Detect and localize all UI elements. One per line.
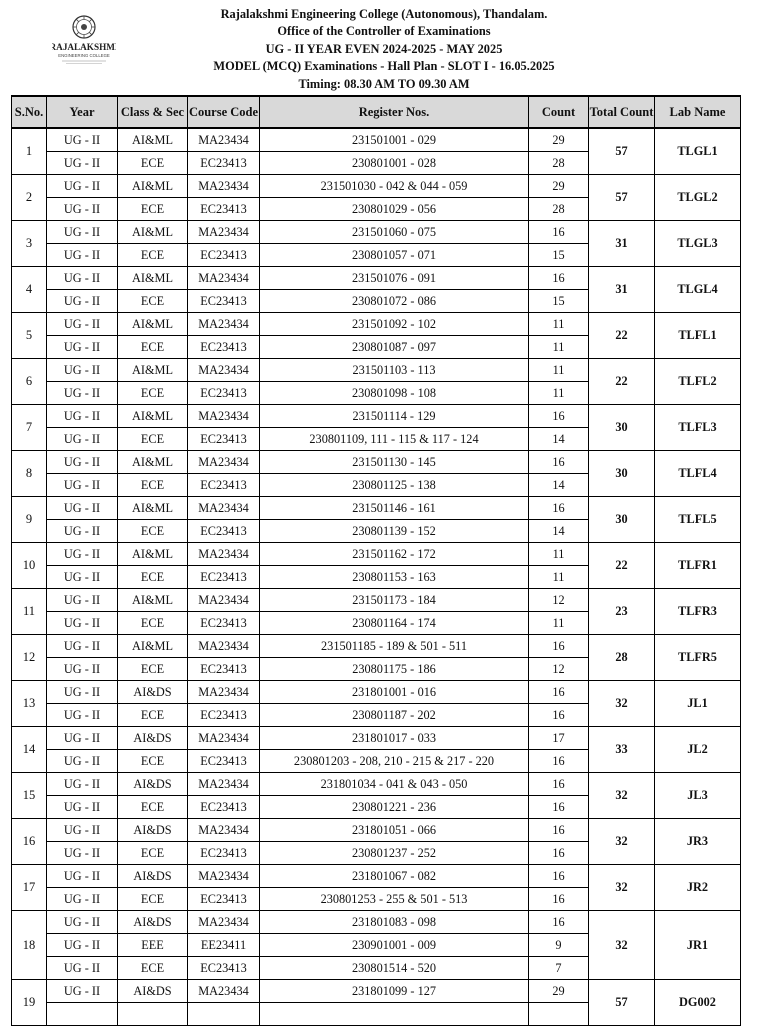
serial-number-cell: 4 — [12, 267, 47, 313]
count-cell: 29 — [529, 980, 589, 1003]
course-code-cell: MA23434 — [188, 635, 260, 658]
table-row — [12, 980, 741, 1003]
course-code-cell: EC23413 — [188, 244, 260, 267]
class-section-cell: AI&DS — [118, 980, 188, 1003]
year-cell — [47, 1003, 118, 1026]
col-header-year: Year — [47, 96, 118, 128]
table-row — [12, 405, 741, 428]
class-section-cell: AI&ML — [118, 221, 188, 244]
lab-name-cell: TLFL3 — [655, 405, 741, 451]
year-cell: UG - II — [47, 520, 118, 543]
lab-name-cell: JL3 — [655, 773, 741, 819]
class-section-cell: AI&DS — [118, 727, 188, 750]
register-nos-cell: 231501076 - 091 — [260, 267, 529, 290]
total-count-cell: 22 — [589, 313, 655, 359]
class-section-cell: ECE — [118, 520, 188, 543]
table-row — [12, 911, 741, 934]
year-cell: UG - II — [47, 773, 118, 796]
course-code-cell: MA23434 — [188, 128, 260, 152]
logo-subtitle-text: ENGINEERING COLLEGE — [58, 53, 110, 58]
count-cell: 9 — [529, 934, 589, 957]
table-header — [12, 96, 741, 128]
serial-number-cell: 16 — [12, 819, 47, 865]
year-cell: UG - II — [47, 957, 118, 980]
class-section-cell: AI&DS — [118, 911, 188, 934]
register-nos-cell: 230801109, 111 - 115 & 117 - 124 — [260, 428, 529, 451]
count-cell: 16 — [529, 635, 589, 658]
col-header-register-nos: Register Nos. — [260, 96, 529, 128]
year-cell: UG - II — [47, 497, 118, 520]
register-nos-cell: 230901001 - 009 — [260, 934, 529, 957]
course-code-cell — [188, 1003, 260, 1026]
lab-name-cell: JR2 — [655, 865, 741, 911]
col-header-course-code: Course Code — [188, 96, 260, 128]
register-nos-cell: 231801001 - 016 — [260, 681, 529, 704]
course-code-cell: EC23413 — [188, 566, 260, 589]
class-section-cell: ECE — [118, 957, 188, 980]
register-nos-cell: 231501030 - 042 & 044 - 059 — [260, 175, 529, 198]
course-code-cell: EC23413 — [188, 612, 260, 635]
class-section-cell: AI&DS — [118, 819, 188, 842]
class-section-cell: AI&ML — [118, 589, 188, 612]
header-row — [12, 96, 741, 128]
serial-number-cell: 12 — [12, 635, 47, 681]
course-code-cell: EC23413 — [188, 290, 260, 313]
office-name: Office of the Controller of Examinations — [277, 24, 491, 39]
table-row — [12, 635, 741, 658]
year-cell: UG - II — [47, 911, 118, 934]
col-header-count: Count — [529, 96, 589, 128]
class-section-cell: AI&DS — [118, 773, 188, 796]
class-section-cell: AI&ML — [118, 451, 188, 474]
register-nos-cell: 231501001 - 029 — [260, 128, 529, 152]
course-code-cell: MA23434 — [188, 451, 260, 474]
course-code-cell: MA23434 — [188, 497, 260, 520]
count-cell: 14 — [529, 474, 589, 497]
count-cell: 16 — [529, 865, 589, 888]
register-nos-cell: 230801001 - 028 — [260, 152, 529, 175]
class-section-cell: ECE — [118, 750, 188, 773]
register-nos-cell: 230801221 - 236 — [260, 796, 529, 819]
count-cell: 16 — [529, 451, 589, 474]
course-code-cell: EC23413 — [188, 704, 260, 727]
year-cell: UG - II — [47, 934, 118, 957]
year-cell: UG - II — [47, 198, 118, 221]
register-nos-cell: 231801034 - 041 & 043 - 050 — [260, 773, 529, 796]
register-nos-cell: 230801098 - 108 — [260, 382, 529, 405]
course-code-cell: MA23434 — [188, 221, 260, 244]
course-code-cell: EC23413 — [188, 198, 260, 221]
year-cell: UG - II — [47, 612, 118, 635]
count-cell: 12 — [529, 589, 589, 612]
year-cell: UG - II — [47, 428, 118, 451]
table-row — [12, 497, 741, 520]
course-code-cell: EC23413 — [188, 428, 260, 451]
table-row — [12, 221, 741, 244]
col-header-total-count: Total Count — [589, 96, 655, 128]
count-cell: 15 — [529, 244, 589, 267]
class-section-cell: ECE — [118, 152, 188, 175]
year-cell: UG - II — [47, 267, 118, 290]
register-nos-cell: 231501060 - 075 — [260, 221, 529, 244]
count-cell: 7 — [529, 957, 589, 980]
course-code-cell: MA23434 — [188, 589, 260, 612]
course-code-cell: EC23413 — [188, 336, 260, 359]
lab-name-cell: TLFL2 — [655, 359, 741, 405]
class-section-cell: ECE — [118, 336, 188, 359]
year-cell: UG - II — [47, 888, 118, 911]
class-section-cell: ECE — [118, 566, 188, 589]
count-cell: 11 — [529, 359, 589, 382]
register-nos-cell: 231501103 - 113 — [260, 359, 529, 382]
table-body — [12, 128, 741, 1026]
register-nos-cell: 230801087 - 097 — [260, 336, 529, 359]
count-cell: 17 — [529, 727, 589, 750]
course-code-cell: MA23434 — [188, 980, 260, 1003]
class-section-cell: ECE — [118, 796, 188, 819]
lab-name-cell: TLFL1 — [655, 313, 741, 359]
class-section-cell: ECE — [118, 888, 188, 911]
year-cell: UG - II — [47, 819, 118, 842]
lab-name-cell: TLFR3 — [655, 589, 741, 635]
class-section-cell: AI&ML — [118, 635, 188, 658]
class-section-cell: ECE — [118, 198, 188, 221]
count-cell: 28 — [529, 152, 589, 175]
course-code-cell: EC23413 — [188, 382, 260, 405]
lab-name-cell: TLFR5 — [655, 635, 741, 681]
count-cell: 16 — [529, 681, 589, 704]
course-code-cell: MA23434 — [188, 313, 260, 336]
total-count-cell: 32 — [589, 819, 655, 865]
course-code-cell: MA23434 — [188, 543, 260, 566]
count-cell: 16 — [529, 497, 589, 520]
lab-name-cell: JL1 — [655, 681, 741, 727]
lab-name-cell: TLFL4 — [655, 451, 741, 497]
register-nos-cell: 230801253 - 255 & 501 - 513 — [260, 888, 529, 911]
lab-name-cell: JL2 — [655, 727, 741, 773]
table-row — [12, 313, 741, 336]
exam-title: MODEL (MCQ) Examinations - Hall Plan - SLOT I - 16.05.2025 — [213, 59, 555, 74]
year-cell: UG - II — [47, 658, 118, 681]
course-code-cell: MA23434 — [188, 405, 260, 428]
register-nos-cell: 230801237 - 252 — [260, 842, 529, 865]
register-nos-cell: 231501092 - 102 — [260, 313, 529, 336]
count-cell: 11 — [529, 543, 589, 566]
hall-plan-table — [11, 95, 741, 1026]
total-count-cell: 22 — [589, 359, 655, 405]
count-cell: 28 — [529, 198, 589, 221]
total-count-cell: 30 — [589, 497, 655, 543]
count-cell: 16 — [529, 221, 589, 244]
year-cell: UG - II — [47, 128, 118, 152]
table-row — [12, 451, 741, 474]
count-cell: 16 — [529, 267, 589, 290]
total-count-cell: 22 — [589, 543, 655, 589]
course-code-cell: MA23434 — [188, 175, 260, 198]
class-section-cell: ECE — [118, 428, 188, 451]
lab-name-cell: TLFL5 — [655, 497, 741, 543]
table-row — [12, 681, 741, 704]
college-name: Rajalakshmi Engineering College (Autonomous), Thandalam. — [220, 7, 548, 21]
lab-name-cell: TLGL3 — [655, 221, 741, 267]
year-cell: UG - II — [47, 175, 118, 198]
table-row — [12, 267, 741, 290]
register-nos-cell: 231801083 - 098 — [260, 911, 529, 934]
course-code-cell: EC23413 — [188, 152, 260, 175]
total-count-cell: 33 — [589, 727, 655, 773]
serial-number-cell: 10 — [12, 543, 47, 589]
col-header-lab-name: Lab Name — [655, 96, 741, 128]
serial-number-cell: 3 — [12, 221, 47, 267]
year-cell: UG - II — [47, 635, 118, 658]
year-cell: UG - II — [47, 451, 118, 474]
serial-number-cell: 6 — [12, 359, 47, 405]
year-cell: UG - II — [47, 244, 118, 267]
total-count-cell: 32 — [589, 773, 655, 819]
class-section-cell: ECE — [118, 244, 188, 267]
class-section-cell: ECE — [118, 842, 188, 865]
year-cell: UG - II — [47, 336, 118, 359]
count-cell: 16 — [529, 911, 589, 934]
register-nos-cell: 230801164 - 174 — [260, 612, 529, 635]
course-code-cell: MA23434 — [188, 865, 260, 888]
serial-number-cell: 14 — [12, 727, 47, 773]
exam-timing: Timing: 08.30 AM TO 09.30 AM — [298, 76, 470, 91]
total-count-cell: 23 — [589, 589, 655, 635]
class-section-cell: AI&ML — [118, 267, 188, 290]
register-nos-cell: 230801153 - 163 — [260, 566, 529, 589]
table-row — [12, 589, 741, 612]
total-count-cell: 31 — [589, 267, 655, 313]
class-section-cell: AI&ML — [118, 175, 188, 198]
serial-number-cell: 1 — [12, 128, 47, 175]
serial-number-cell: 7 — [12, 405, 47, 451]
register-nos-cell: 230801187 - 202 — [260, 704, 529, 727]
count-cell — [529, 1003, 589, 1026]
table-row — [12, 543, 741, 566]
count-cell: 16 — [529, 704, 589, 727]
year-cell: UG - II — [47, 980, 118, 1003]
exam-session: UG - II YEAR EVEN 2024-2025 - MAY 2025 — [265, 41, 503, 56]
course-code-cell: EC23413 — [188, 842, 260, 865]
register-nos-cell: 230801514 - 520 — [260, 957, 529, 980]
count-cell: 16 — [529, 405, 589, 428]
register-nos-cell: 231501162 - 172 — [260, 543, 529, 566]
total-count-cell: 57 — [589, 175, 655, 221]
total-count-cell: 57 — [589, 128, 655, 175]
class-section-cell: AI&DS — [118, 865, 188, 888]
total-count-cell: 57 — [589, 980, 655, 1026]
register-nos-cell: 231501114 - 129 — [260, 405, 529, 428]
year-cell: UG - II — [47, 474, 118, 497]
count-cell: 14 — [529, 520, 589, 543]
lab-name-cell: TLGL2 — [655, 175, 741, 221]
year-cell: UG - II — [47, 152, 118, 175]
year-cell: UG - II — [47, 313, 118, 336]
count-cell: 11 — [529, 313, 589, 336]
col-header-class-sec: Class & Sec — [118, 96, 188, 128]
register-nos-cell: 231501173 - 184 — [260, 589, 529, 612]
lab-name-cell: JR1 — [655, 911, 741, 980]
serial-number-cell: 13 — [12, 681, 47, 727]
serial-number-cell: 5 — [12, 313, 47, 359]
class-section-cell: ECE — [118, 658, 188, 681]
class-section-cell: AI&ML — [118, 128, 188, 152]
class-section-cell: AI&ML — [118, 497, 188, 520]
col-header-sno: S.No. — [12, 96, 47, 128]
count-cell: 11 — [529, 612, 589, 635]
course-code-cell: EC23413 — [188, 888, 260, 911]
class-section-cell: ECE — [118, 612, 188, 635]
year-cell: UG - II — [47, 359, 118, 382]
logo-name-text: RAJALAKSHMI — [52, 42, 116, 52]
count-cell: 16 — [529, 888, 589, 911]
table-row — [12, 819, 741, 842]
year-cell: UG - II — [47, 382, 118, 405]
count-cell: 11 — [529, 336, 589, 359]
document-header — [0, 6, 768, 93]
count-cell: 29 — [529, 128, 589, 152]
count-cell: 11 — [529, 382, 589, 405]
year-cell: UG - II — [47, 865, 118, 888]
count-cell: 16 — [529, 773, 589, 796]
count-cell: 16 — [529, 842, 589, 865]
register-nos-cell: 231501146 - 161 — [260, 497, 529, 520]
total-count-cell: 32 — [589, 681, 655, 727]
count-cell: 14 — [529, 428, 589, 451]
serial-number-cell: 15 — [12, 773, 47, 819]
count-cell: 16 — [529, 750, 589, 773]
count-cell: 16 — [529, 819, 589, 842]
year-cell: UG - II — [47, 704, 118, 727]
table-row — [12, 865, 741, 888]
class-section-cell: ECE — [118, 382, 188, 405]
year-cell: UG - II — [47, 589, 118, 612]
serial-number-cell: 19 — [12, 980, 47, 1026]
table-row — [12, 128, 741, 152]
class-section-cell: AI&ML — [118, 313, 188, 336]
table-row — [12, 773, 741, 796]
course-code-cell: MA23434 — [188, 681, 260, 704]
course-code-cell: EC23413 — [188, 520, 260, 543]
serial-number-cell: 2 — [12, 175, 47, 221]
year-cell: UG - II — [47, 221, 118, 244]
lab-name-cell: DG002 — [655, 980, 741, 1026]
count-cell: 16 — [529, 796, 589, 819]
class-section-cell: AI&ML — [118, 359, 188, 382]
register-nos-cell: 231501185 - 189 & 501 - 511 — [260, 635, 529, 658]
course-code-cell: EC23413 — [188, 750, 260, 773]
year-cell: UG - II — [47, 727, 118, 750]
class-section-cell — [118, 1003, 188, 1026]
register-nos-cell: 231801067 - 082 — [260, 865, 529, 888]
serial-number-cell: 9 — [12, 497, 47, 543]
lab-name-cell: JR3 — [655, 819, 741, 865]
register-nos-cell: 231801051 - 066 — [260, 819, 529, 842]
course-code-cell: MA23434 — [188, 359, 260, 382]
lab-name-cell: TLFR1 — [655, 543, 741, 589]
course-code-cell: EC23413 — [188, 957, 260, 980]
total-count-cell: 31 — [589, 221, 655, 267]
class-section-cell: AI&ML — [118, 405, 188, 428]
count-cell: 12 — [529, 658, 589, 681]
table-row — [12, 727, 741, 750]
course-code-cell: MA23434 — [188, 267, 260, 290]
year-cell: UG - II — [47, 543, 118, 566]
total-count-cell: 30 — [589, 451, 655, 497]
register-nos-cell: 230801125 - 138 — [260, 474, 529, 497]
year-cell: UG - II — [47, 405, 118, 428]
count-cell: 11 — [529, 566, 589, 589]
course-code-cell: MA23434 — [188, 727, 260, 750]
register-nos-cell: 231801017 - 033 — [260, 727, 529, 750]
lab-name-cell: TLGL4 — [655, 267, 741, 313]
year-cell: UG - II — [47, 681, 118, 704]
register-nos-cell: 230801203 - 208, 210 - 215 & 217 - 220 — [260, 750, 529, 773]
lab-name-cell: TLGL1 — [655, 128, 741, 175]
class-section-cell: ECE — [118, 290, 188, 313]
class-section-cell: EEE — [118, 934, 188, 957]
register-nos-cell — [260, 1003, 529, 1026]
register-nos-cell: 230801057 - 071 — [260, 244, 529, 267]
register-nos-cell: 230801072 - 086 — [260, 290, 529, 313]
total-count-cell: 32 — [589, 911, 655, 980]
table-row — [12, 359, 741, 382]
serial-number-cell: 18 — [12, 911, 47, 980]
register-nos-cell: 230801029 - 056 — [260, 198, 529, 221]
total-count-cell: 28 — [589, 635, 655, 681]
register-nos-cell: 231801099 - 127 — [260, 980, 529, 1003]
register-nos-cell: 230801175 - 186 — [260, 658, 529, 681]
course-code-cell: EC23413 — [188, 474, 260, 497]
course-code-cell: EE23411 — [188, 934, 260, 957]
total-count-cell: 30 — [589, 405, 655, 451]
total-count-cell: 32 — [589, 865, 655, 911]
class-section-cell: AI&DS — [118, 681, 188, 704]
year-cell: UG - II — [47, 566, 118, 589]
year-cell: UG - II — [47, 290, 118, 313]
register-nos-cell: 231501130 - 145 — [260, 451, 529, 474]
register-nos-cell: 230801139 - 152 — [260, 520, 529, 543]
course-code-cell: MA23434 — [188, 773, 260, 796]
course-code-cell: MA23434 — [188, 819, 260, 842]
course-code-cell: MA23434 — [188, 911, 260, 934]
serial-number-cell: 11 — [12, 589, 47, 635]
class-section-cell: ECE — [118, 474, 188, 497]
serial-number-cell: 17 — [12, 865, 47, 911]
year-cell: UG - II — [47, 796, 118, 819]
serial-number-cell: 8 — [12, 451, 47, 497]
course-code-cell: EC23413 — [188, 796, 260, 819]
table-row — [12, 175, 741, 198]
class-section-cell: AI&ML — [118, 543, 188, 566]
year-cell: UG - II — [47, 842, 118, 865]
year-cell: UG - II — [47, 750, 118, 773]
count-cell: 29 — [529, 175, 589, 198]
course-code-cell: EC23413 — [188, 658, 260, 681]
class-section-cell: ECE — [118, 704, 188, 727]
count-cell: 15 — [529, 290, 589, 313]
